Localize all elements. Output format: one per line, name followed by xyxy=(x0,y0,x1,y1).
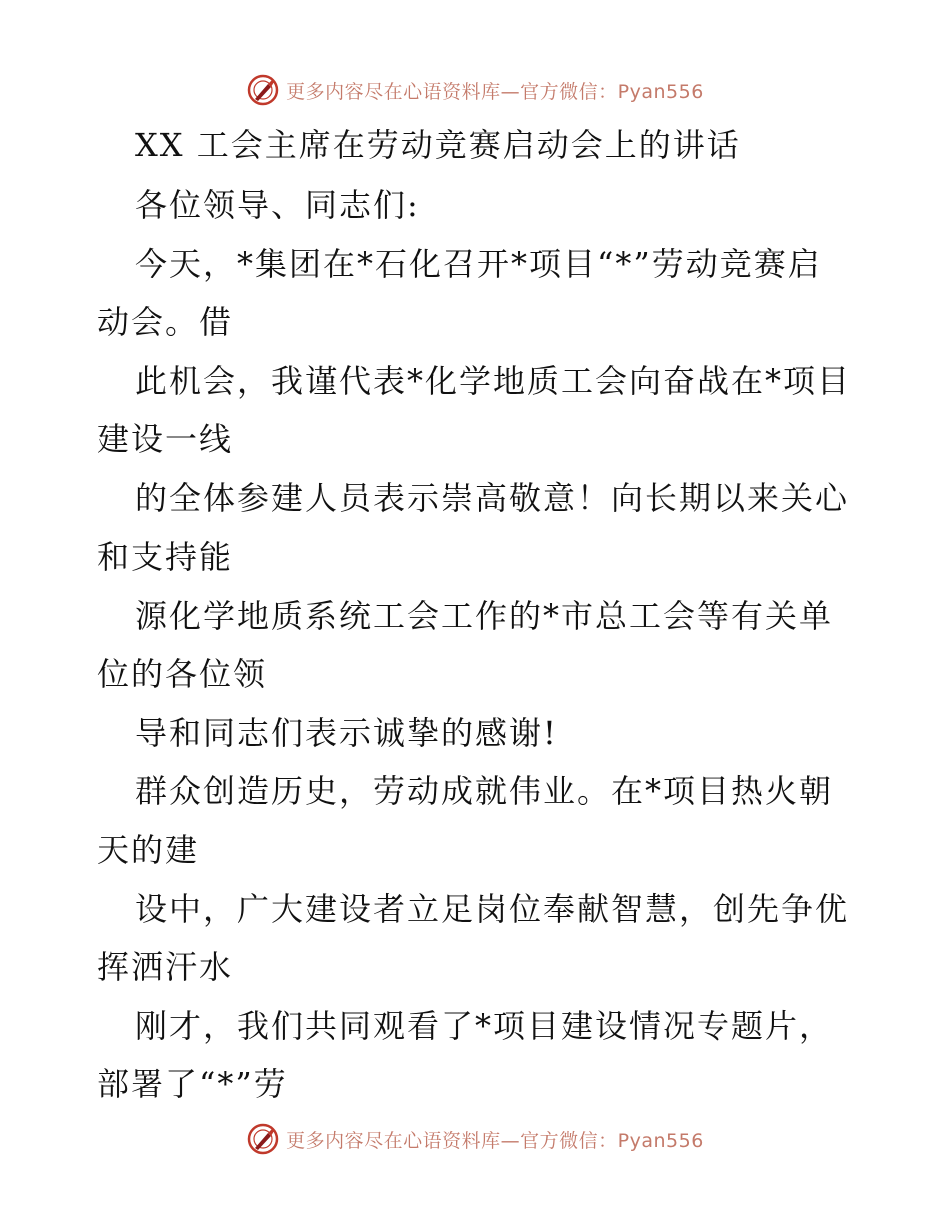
text-line: 和支持能 xyxy=(97,538,234,576)
document-title: XX 工会主席在劳动竞赛启动会上的讲话 xyxy=(135,126,741,164)
text-line: 今天，*集团在*石化召开*项目“*”劳动竞赛启 xyxy=(135,245,822,283)
footer-watermark xyxy=(0,1119,950,1159)
text-line: 源化学地质系统工会工作的*市总工会等有关单 xyxy=(135,597,834,635)
watermark-text: 更多内容尽在心语资料库—官方微信：Pyan556 xyxy=(286,80,704,103)
text-line: 部署了“*”劳 xyxy=(97,1065,288,1103)
text-line: 此机会，我谨代表*化学地质工会向奋战在*项目 xyxy=(135,362,852,400)
text-line: 的全体参建人员表示崇高敬意！向长期以来关心 xyxy=(135,479,850,517)
text-line: 建设一线 xyxy=(97,420,234,458)
text-line: 刚才，我们共同观看了*项目建设情况专题片， xyxy=(135,1007,834,1045)
text-line: 群众创造历史，劳动成就伟业。在*项目热火朝 xyxy=(135,772,834,810)
text-line: 动会。借 xyxy=(97,303,234,341)
pen-logo-icon xyxy=(246,1122,280,1156)
watermark-text: 更多内容尽在心语资料库—官方微信：Pyan556 xyxy=(286,1129,704,1152)
text-line: 挥洒汗水 xyxy=(97,948,234,986)
text-line: 导和同志们表示诚挚的感谢! xyxy=(135,714,558,752)
text-line: 天的建 xyxy=(97,831,200,869)
salutation: 各位领导、同志们: xyxy=(135,186,420,224)
text-line: 位的各位领 xyxy=(97,655,268,693)
text-line: 设中，广大建设者立足岗位奉献智慧，创先争优 xyxy=(135,890,850,928)
